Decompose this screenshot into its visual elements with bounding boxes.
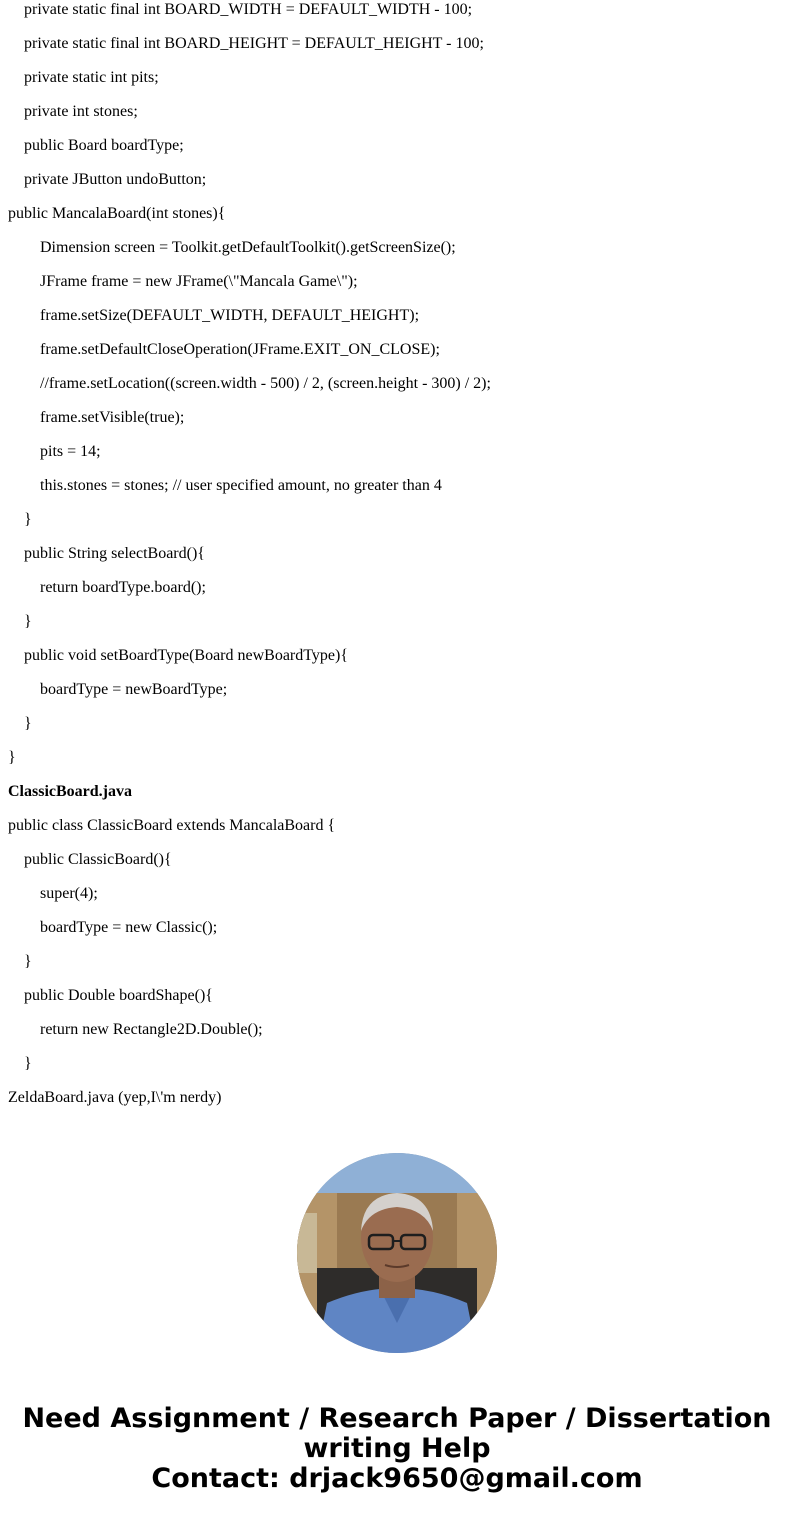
code-line: //frame.setLocation((screen.width - 500) / 2, (screen.height - 300) / 2);	[40, 375, 491, 392]
code-line: }	[24, 1055, 32, 1072]
code-line: private static final int BOARD_WIDTH = DEFAULT_WIDTH - 100;	[24, 1, 473, 18]
code-line: private static int pits;	[24, 69, 159, 86]
promo-line-1: Need Assignment / Research Paper / Dissertation	[22, 1403, 772, 1434]
code-line: public Double boardShape(){	[24, 987, 213, 1004]
code-line: public class ClassicBoard extends MancalaBoard {	[8, 817, 336, 834]
code-line: }	[24, 511, 32, 528]
code-line: boardType = newBoardType;	[40, 681, 228, 698]
code-line: JFrame frame = new JFrame(\"Mancala Game\");	[40, 273, 358, 290]
code-line: }	[24, 953, 32, 970]
code-line: }	[8, 749, 16, 766]
code-line: return boardType.board();	[40, 579, 206, 596]
code-line: private int stones;	[24, 103, 138, 120]
code-line: private JButton undoButton;	[24, 171, 207, 188]
promo-contact: Contact: drjack9650@gmail.com	[151, 1463, 643, 1494]
code-line: public Board boardType;	[24, 137, 184, 154]
author-avatar	[297, 1153, 497, 1353]
code-line: public String selectBoard(){	[24, 545, 205, 562]
code-line: public ClassicBoard(){	[24, 851, 172, 868]
code-line: pits = 14;	[40, 443, 101, 460]
promo-line-2: writing Help	[303, 1433, 491, 1464]
code-line: frame.setVisible(true);	[40, 409, 185, 426]
code-line: frame.setSize(DEFAULT_WIDTH, DEFAULT_HEIGHT);	[40, 307, 420, 324]
code-line: }	[24, 715, 32, 732]
code-line: this.stones = stones; // user specified amount, no greater than 4	[40, 477, 442, 494]
file-heading: ClassicBoard.java	[8, 783, 132, 800]
code-line: }	[24, 613, 32, 630]
code-line: Dimension screen = Toolkit.getDefaultToolkit().getScreenSize();	[40, 239, 456, 256]
code-line: frame.setDefaultCloseOperation(JFrame.EXIT_ON_CLOSE);	[40, 341, 440, 358]
file-heading: ZeldaBoard.java (yep,I\'m nerdy)	[8, 1089, 222, 1106]
code-line: public MancalaBoard(int stones){	[8, 205, 226, 222]
code-line: super(4);	[40, 885, 98, 902]
code-line: public void setBoardType(Board newBoardType){	[24, 647, 349, 664]
code-line: boardType = new Classic();	[40, 919, 218, 936]
code-line: private static final int BOARD_HEIGHT = DEFAULT_HEIGHT - 100;	[24, 35, 484, 52]
author-portrait	[297, 1153, 497, 1353]
code-line: return new Rectangle2D.Double();	[40, 1021, 263, 1038]
